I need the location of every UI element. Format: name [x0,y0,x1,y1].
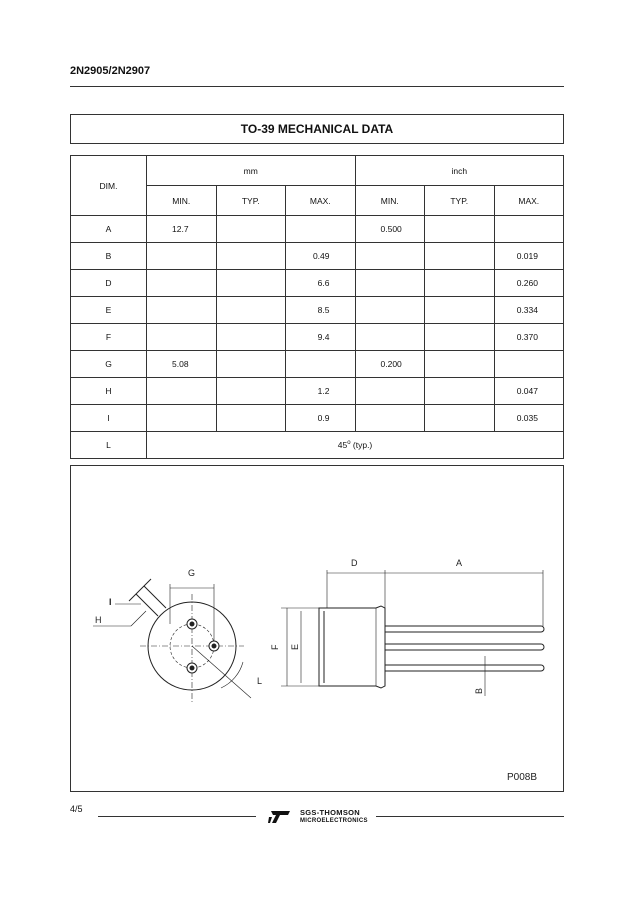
value-cell-in-typ [425,378,495,405]
dim-cell: F [71,324,147,351]
dim-cell: H [71,378,147,405]
value-cell-in-typ [425,297,495,324]
document-header-title: 2N2905/2N2907 [70,65,151,77]
subheader-inch-min: MIN. [355,186,425,216]
subheader-inch-typ: TYP. [425,186,495,216]
logo-line-1: SGS-THOMSON [300,808,360,817]
label-d: D [351,558,358,568]
label-g: G [188,568,196,578]
bottom-view [93,579,251,702]
value-cell-in-typ [425,243,495,270]
value-cell-in-min [355,405,425,432]
value-cell-in-max: 0.370 [494,324,564,351]
section-title: TO-39 MECHANICAL DATA [70,114,564,144]
dim-cell: E [71,297,147,324]
value-cell-in-typ [425,216,495,243]
value-cell-mm-max: 0.9 [286,405,356,432]
label-b: B [474,687,484,694]
value-cell-in-min [355,378,425,405]
dim-cell: D [71,270,147,297]
value-cell-mm-min [147,405,217,432]
footer-rule-left [98,816,256,817]
value-cell-in-min: 0.200 [355,351,425,378]
value-cell-mm-typ [216,378,286,405]
label-h: H [95,615,102,625]
label-l: L [257,676,263,686]
value-cell-mm-typ [216,297,286,324]
mm-header: mm [147,156,356,186]
label-f: F [270,644,280,650]
value-cell-in-max: 0.019 [494,243,564,270]
value-cell-mm-typ [216,351,286,378]
subheader-mm-min: MIN. [147,186,217,216]
header-rule [70,86,564,87]
angle-note: (typ.) [352,440,373,450]
subheader-mm-typ: TYP. [216,186,286,216]
label-e: E [290,643,300,650]
package-body [319,606,385,688]
value-cell-mm-max: 8.5 [286,297,356,324]
dim-cell: B [71,243,147,270]
subheader-mm-max: MAX. [286,186,356,216]
value-cell-in-max: 0.047 [494,378,564,405]
value-cell-in-min [355,324,425,351]
dim-header: DIM. [71,156,147,216]
value-cell-mm-min [147,270,217,297]
value-cell-mm-typ [216,405,286,432]
subheader-inch-max: MAX. [494,186,564,216]
value-cell-in-min [355,270,425,297]
value-cell-in-max: 0.035 [494,405,564,432]
footer-rule-right [376,816,564,817]
value-cell-in-min [355,243,425,270]
table-row [71,270,564,297]
value-cell-mm-min [147,324,217,351]
value-cell-mm-max: 9.4 [286,324,356,351]
table-row [71,243,564,270]
table-row [71,351,564,378]
value-cell-mm-max: 6.6 [286,270,356,297]
value-cell-in-max: 0.334 [494,297,564,324]
value-cell-in-typ [425,405,495,432]
value-cell-in-max [494,351,564,378]
value-cell-in-typ [425,324,495,351]
value-cell-mm-min [147,378,217,405]
label-i: I [109,597,112,607]
table-header-row [71,156,564,186]
mechanical-data-table [70,155,564,459]
inch-header: inch [355,156,564,186]
value-cell-in-max: 0.260 [494,270,564,297]
value-cell-mm-max [286,351,356,378]
value-cell-mm-typ [216,243,286,270]
value-cell-mm-typ [216,270,286,297]
to39-outline-drawing [71,466,565,793]
angle-value: 45 [337,440,348,450]
value-cell-mm-min [147,243,217,270]
value-cell-mm-typ [216,216,286,243]
value-cell-in-min: 0.500 [355,216,425,243]
degree-symbol: o [347,440,351,447]
mechanical-drawing [70,465,564,792]
value-cell-mm-min: 12.7 [147,216,217,243]
value-cell-mm-typ [216,324,286,351]
dim-cell: I [71,405,147,432]
value-cell-in-typ [425,270,495,297]
value-cell-in-typ [425,351,495,378]
label-a: A [456,558,463,568]
value-cell-mm-min: 5.08 [147,351,217,378]
angle-cell [147,432,564,459]
logo-line-2: MICROELECTRONICS [300,818,368,824]
table-row [71,378,564,405]
value-cell-mm-max: 1.2 [286,378,356,405]
side-view [281,570,544,696]
table-row [71,405,564,432]
value-cell-mm-min [147,297,217,324]
st-logo-text [300,808,368,826]
value-cell-in-max [494,216,564,243]
table-row [71,324,564,351]
value-cell-mm-max [286,216,356,243]
st-logo-icon [268,809,292,825]
dim-cell: A [71,216,147,243]
value-cell-in-min [355,297,425,324]
value-cell-mm-max: 0.49 [286,243,356,270]
dim-cell: G [71,351,147,378]
page-number: 4/5 [70,804,83,814]
table-row-l [71,432,564,459]
table-row [71,216,564,243]
st-logo [268,808,368,826]
drawing-code: P008B [507,772,538,783]
table-row [71,297,564,324]
dim-cell: L [71,432,147,459]
